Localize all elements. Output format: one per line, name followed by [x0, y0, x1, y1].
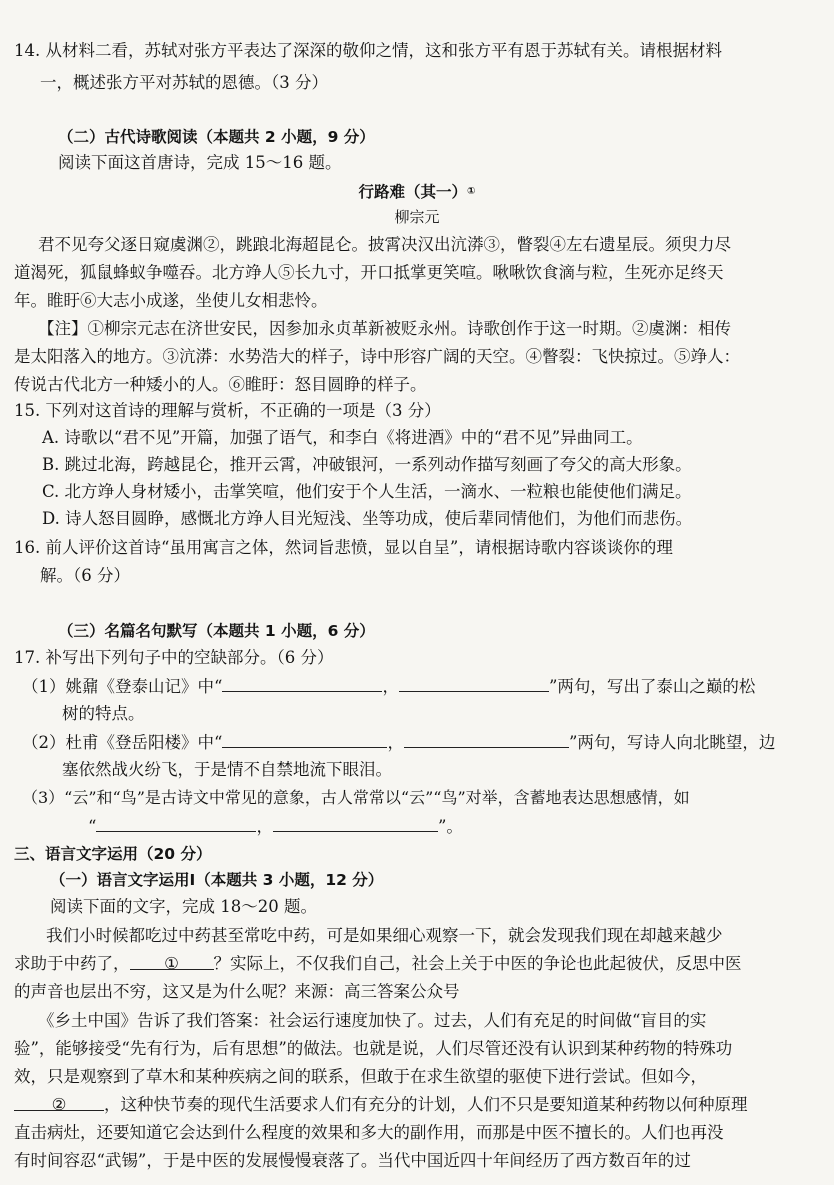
- passage-p2-line-1: 《乡土中国》告诉了我们答案：社会运行速度加快了。过去，人们有充足的时间做“盲目的实: [38, 1011, 707, 1030]
- q17-item-2: [22, 731, 775, 754]
- q17-item-2-cont: 塞依然战火纷飞，于是情不自禁地流下眼泪。: [62, 760, 392, 779]
- passage-p1-line-2: [14, 953, 742, 975]
- q17-3-open-quote: “: [88, 817, 97, 836]
- section-2-instruction: 阅读下面这首唐诗，完成 15～16 题。: [58, 153, 342, 172]
- poem-line-3: 年。睢盱⑥大志小成遂，坐使儿女相悲怜。: [14, 291, 328, 310]
- q15-stem: 15. 下列对这首诗的理解与赏析，不正确的一项是（3 分）: [14, 401, 441, 420]
- passage-p2-line-2: 验”，能够接受“先有行为，后有思想”的做法。也就是说，人们尽管还没有认识到某种药物的特殊功: [14, 1039, 733, 1058]
- passage-p1-line-3: 的声音也层出不穷，这又是为什么呢？来源：高三答案公众号: [14, 982, 460, 1001]
- q15-option-b: B. 跳过北海，跨越昆仑，推开云霄，冲破银河，一系列动作描写刻画了夸父的高大形象。: [42, 455, 692, 474]
- part-3-subheader: （一）语言文字运用Ⅰ（本题共 3 小题，12 分）: [50, 871, 384, 889]
- q17-item-1-cont: 树的特点。: [62, 704, 145, 723]
- section-3-header: （三）名篇名句默写（本题共 1 小题，6 分）: [58, 622, 375, 640]
- q15-option-c: C. 北方竫人身材矮小，击掌笑喧，他们安于个人生活，一滴水、一粒粮也能使他们满足。: [42, 482, 692, 501]
- p2-l4-text: ，这种快节奏的现代生活要求人们有充分的计划，人们不只是要知道某种药物以何种原理: [104, 1095, 748, 1114]
- q17-2-prefix: （2）杜甫《登岳阳楼》中“: [22, 733, 223, 752]
- q17-3-comma: ，: [256, 817, 273, 836]
- part-3-header: 三、语言文字运用（20 分）: [14, 845, 212, 863]
- q15-option-d: D. 诗人怒目圆睁，感慨北方竫人目光短浅、坐等功成，使后辈同情他们，为他们而悲伤。: [42, 509, 693, 528]
- part-3-instruction: 阅读下面的文字，完成 18～20 题。: [50, 897, 317, 916]
- q17-1-suffix: ”两句，写出了泰山之巅的松: [548, 677, 756, 696]
- q17-3-close-quote: ”。: [437, 817, 463, 836]
- q17-3-blank-a[interactable]: [96, 815, 256, 832]
- passage-p2-line-4: [14, 1094, 748, 1116]
- p1-l2-prefix: 求助于中药了，: [14, 954, 130, 973]
- q17-1-blank-a[interactable]: [222, 675, 382, 692]
- blank-2-mark: ②: [51, 1095, 67, 1114]
- note-line-3: 传说古代北方一种矮小的人。⑥睢盱：怒目圆睁的样子。: [14, 375, 427, 394]
- q16-line-1: 16. 前人评价这首诗“虽用寓言之体，然词旨悲愤，显以自呈”，请根据诗歌内容谈谈你的理: [14, 538, 673, 557]
- poem-author: 柳宗元: [394, 208, 440, 226]
- q17-stem: 17. 补写出下列句子中的空缺部分。（6 分）: [14, 648, 334, 667]
- poem-line-1: 君不见夸父逐日窥虞渊②，跳踉北海超昆仑。披霄决汉出沆漭③，瞥裂④左右遗星辰。须臾力尽: [38, 235, 731, 254]
- q17-item-3-blanks: [88, 815, 463, 838]
- passage-p2-line-6: 有时间容忍“武锡”，于是中医的发展慢慢衰落了。当代中国近四十年间经历了西方数百年的过: [14, 1151, 691, 1170]
- q17-1-prefix: （1）姚鼐《登泰山记》中“: [22, 677, 223, 696]
- q15-option-a: A. 诗歌以“君不见”开篇，加强了语气，和李白《将进酒》中的“君不见”异曲同工。: [42, 428, 643, 447]
- note-line-2: 是太阳落入的地方。③沆漭：水势浩大的样子，诗中形容广阔的天空。④瞥裂：飞快掠过。⑤竫人：: [14, 347, 740, 366]
- poem-title: [0, 181, 834, 203]
- q17-2-blank-a[interactable]: [222, 731, 387, 748]
- q17-1-comma: ，: [382, 677, 399, 696]
- q17-item-3: （3）“云”和“鸟”是古诗文中常见的意象，古人常常以“云”“鸟”对举，含蓄地表达思想感情，如: [22, 788, 690, 807]
- q14-line-1: 14. 从材料二看，苏轼对张方平表达了深深的敬仰之情，这和张方平有恩于苏轼有关。请根据材料: [14, 41, 722, 60]
- blank-1[interactable]: [130, 953, 214, 973]
- blank-2[interactable]: [14, 1094, 104, 1114]
- q17-2-comma: ，: [387, 733, 404, 752]
- section-2-header: （二）古代诗歌阅读（本题共 2 小题，9 分）: [58, 128, 375, 146]
- q14-line-2: 一，概述张方平对苏轼的恩德。（3 分）: [40, 73, 328, 92]
- q17-3-blank-b[interactable]: [273, 815, 438, 832]
- poem-title-note-mark: ①: [467, 186, 476, 197]
- blank-1-mark: ①: [164, 954, 179, 973]
- q17-2-suffix: ”两句，写诗人向北眺望，边: [568, 733, 776, 752]
- q17-2-blank-b[interactable]: [404, 731, 569, 748]
- note-line-1: 【注】①柳宗元志在济世安民，因参加永贞革新被贬永州。诗歌创作于这一时期。②虞渊：相传: [38, 319, 731, 338]
- passage-p2-line-3: 效，只是观察到了草木和某种疾病之间的联系，但敢于在求生欲望的驱使下进行尝试。但如今，: [14, 1067, 707, 1086]
- passage-p2-line-5: 直击病灶，还要知道它会达到什么程度的效果和多大的副作用，而那是中医不擅长的。人们也再没: [14, 1123, 724, 1142]
- poem-title-text: 行路难（其一）: [358, 183, 468, 201]
- p1-l2-suffix: ？实际上，不仅我们自己，社会上关于中医的争论也此起彼伏，反思中医: [213, 954, 742, 973]
- passage-p1-line-1: 我们小时候都吃过中药甚至常吃中药，可是如果细心观察一下，就会发现我们现在却越来越少: [46, 926, 723, 945]
- q17-1-blank-b[interactable]: [399, 675, 549, 692]
- q16-line-2: 解。（6 分）: [40, 566, 130, 585]
- q17-item-1: [22, 675, 755, 698]
- poem-line-2: 道渴死，狐鼠蜂蚁争噬吞。北方竫人⑤长九寸，开口抵掌更笑喧。啾啾饮食滴与粒，生死亦足终天: [14, 263, 724, 282]
